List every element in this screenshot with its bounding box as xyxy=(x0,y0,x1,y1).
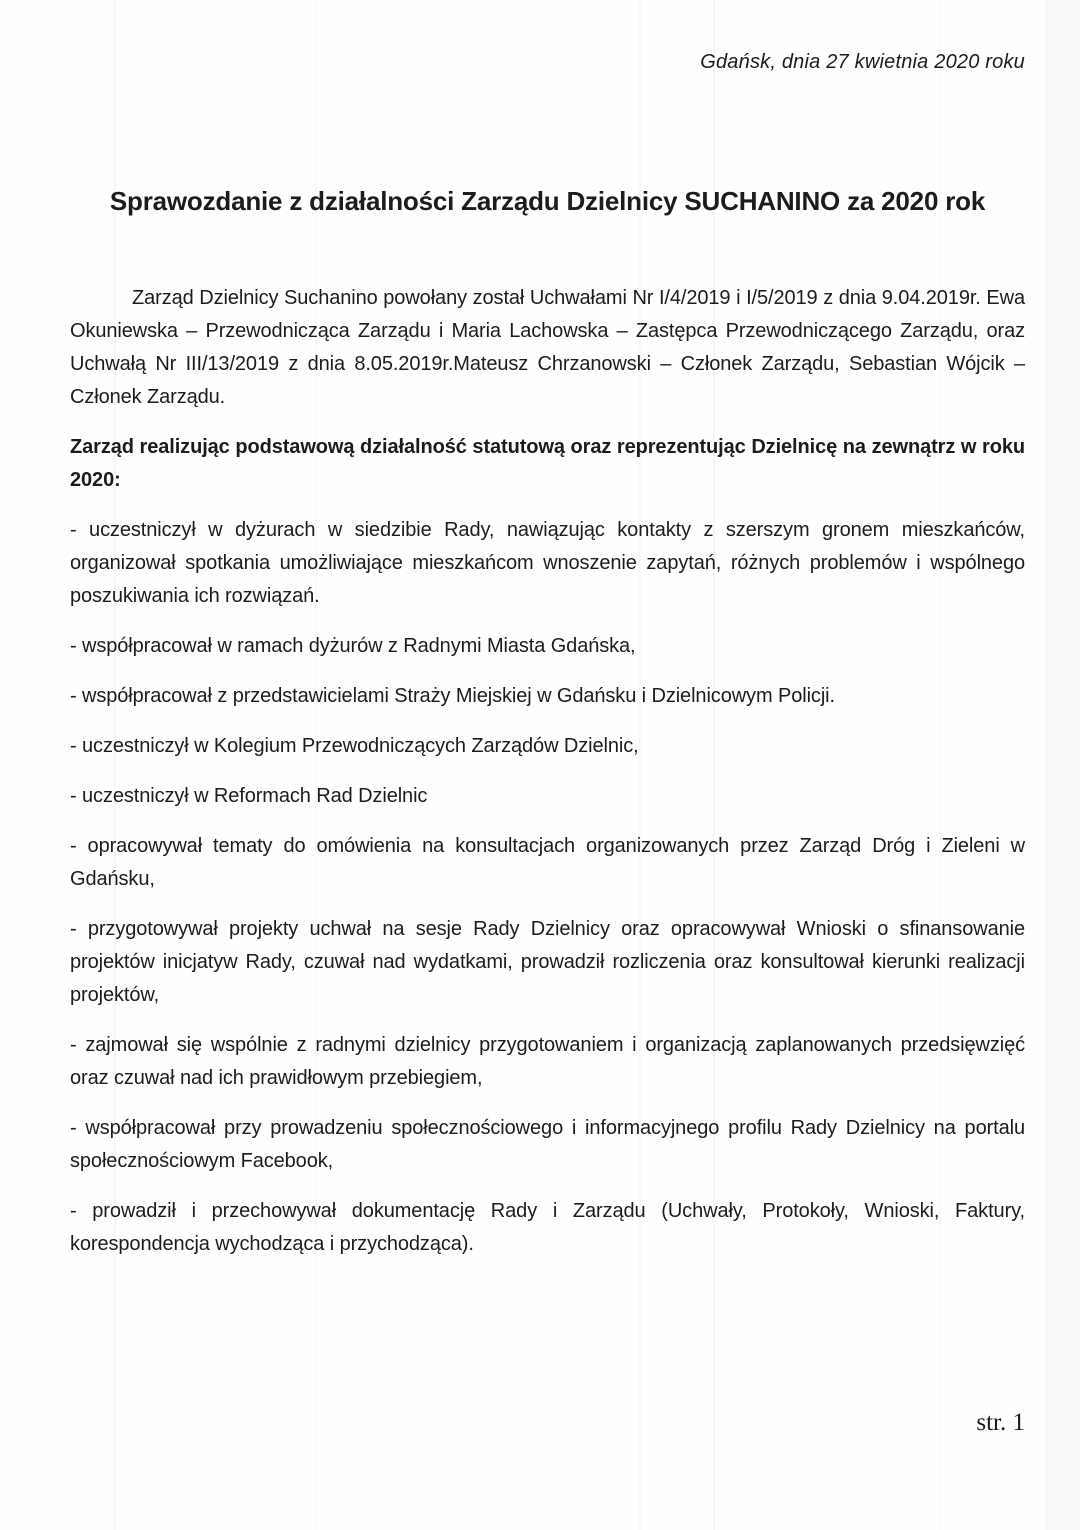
list-item: - uczestniczył w dyżurach w siedzibie Rady, nawiązując kontakty z szerszym gronem mieszkańców, organizował spotkania umożliwiające mieszkańcom wnoszenie zapytań, różnych problemów i wspólnego poszukiwania ich rozwiązań. xyxy=(70,519,1025,607)
list-item: - zajmował się wspólnie z radnymi dzielnicy przygotowaniem i organizacją zaplanowanych przedsięwzięć oraz czuwał nad ich prawidłowym przebiegiem, xyxy=(70,1034,1025,1089)
list-item: - współpracował przy prowadzeniu społecznościowego i informacyjnego profilu Rady Dzielnicy na portalu społecznościowym Facebook, xyxy=(70,1117,1025,1172)
page-number: str. 1 xyxy=(976,1409,1025,1436)
list-item: - współpracował w ramach dyżurów z Radnymi Miasta Gdańska, xyxy=(70,635,636,657)
document-title: Sprawozdanie z działalności Zarządu Dzielnicy SUCHANINO za 2020 rok xyxy=(109,186,986,216)
section-heading: Zarząd realizując podstawową działalność statutową oraz reprezentując Dzielnicę na zewnątrz w roku 2020: xyxy=(70,436,1025,491)
document-content xyxy=(0,50,1080,1261)
list-item: - opracowywał tematy do omówienia na konsultacjach organizowanych przez Zarząd Dróg i Zieleni w Gdańsku, xyxy=(70,835,1025,890)
date-line: Gdańsk, dnia 27 kwietnia 2020 roku xyxy=(700,51,1025,73)
list-item: - uczestniczył w Reformach Rad Dzielnic xyxy=(70,785,428,807)
list-item: - uczestniczył w Kolegium Przewodniczących Zarządów Dzielnic, xyxy=(70,735,639,757)
list-item: - współpracował z przedstawicielami Straży Miejskiej w Gdańsku i Dzielnicowym Policji. xyxy=(70,685,835,707)
list-item: - przygotowywał projekty uchwał na sesje Rady Dzielnicy oraz opracowywał Wnioski o sfinansowanie projektów inicjatyw Rady, czuwał nad wydatkami, prowadził rozliczenia oraz konsultował kierunki realizacji projektów, xyxy=(70,918,1025,1006)
intro-paragraph: Zarząd Dzielnicy Suchanino powołany został Uchwałami Nr I/4/2019 i I/5/2019 z dnia 9.04.2019r. Ewa Okuniewska – Przewodnicząca Zarządu i Maria Lachowska – Zastępca Przewodniczącego Zarządu, oraz Uchwałą Nr III/13/2019 z dnia 8.05.2019r.Mateusz Chrzanowski – Członek Zarządu, Sebastian Wójcik – Członek Zarządu. xyxy=(70,287,1025,408)
list-item: - prowadził i przechowywał dokumentację Rady i Zarządu (Uchwały, Protokoły, Wnioski, Faktury, korespondencja wychodząca i przychodząca). xyxy=(70,1200,1025,1255)
document-body xyxy=(70,282,1025,1261)
